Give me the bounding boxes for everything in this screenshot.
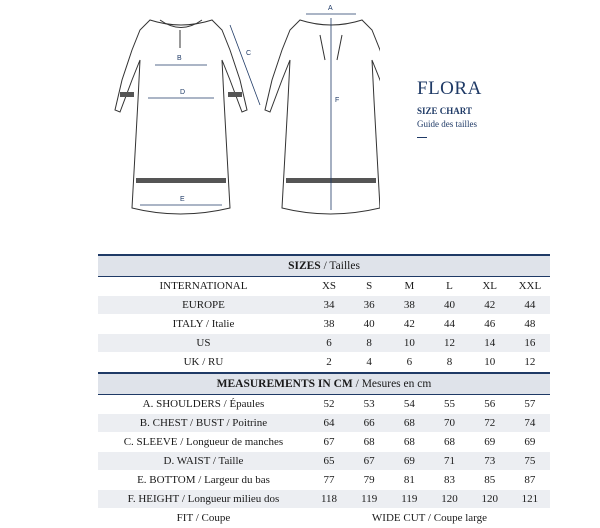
front-dress-outline [115,20,247,214]
table-cell: 8 [349,334,389,353]
table-cell: XS [309,277,349,296]
row-label: INTERNATIONAL [98,277,309,296]
table-cell: 65 [309,452,349,471]
table-cell: 8 [429,353,469,372]
table-cell: 69 [510,433,550,452]
sizes-header: SIZES / Tailles [98,255,550,277]
title-block [417,78,482,138]
table-cell: 12 [429,334,469,353]
table-cell: 40 [429,296,469,315]
size-chart-subtitle: SIZE CHART [417,106,472,116]
table-cell: 77 [309,471,349,490]
table-row [98,490,550,509]
table-cell: 14 [470,334,510,353]
sizes-table [98,254,550,372]
row-label: A. SHOULDERS / Épaules [98,395,309,414]
dress-drawing [80,0,380,235]
table-cell: 34 [309,296,349,315]
table-cell: 55 [429,395,469,414]
table-cell: XXL [510,277,550,296]
table-cell: 68 [349,433,389,452]
table-cell: M [389,277,429,296]
brand-title: FLORA [417,78,482,99]
table-cell: 10 [389,334,429,353]
table-cell: 120 [429,490,469,509]
table-row [98,334,550,353]
table-cell: 69 [470,433,510,452]
table-cell: 119 [349,490,389,509]
label-c: C [246,50,252,57]
table-cell: 70 [429,414,469,433]
table-row [98,452,550,471]
table-cell: 44 [429,315,469,334]
table-cell: 38 [309,315,349,334]
table-cell: 56 [470,395,510,414]
table-cell: 42 [470,296,510,315]
row-label: UK / RU [98,353,309,372]
label-f: F [335,97,340,104]
row-label: B. CHEST / BUST / Poitrine [98,414,309,433]
label-a: A [328,5,333,12]
table-cell: 81 [389,471,429,490]
table-cell: 40 [349,315,389,334]
row-label: ITALY / Italie [98,315,309,334]
table-cell: 71 [429,452,469,471]
table-cell: 83 [429,471,469,490]
measurements-table [98,372,550,528]
row-label: EUROPE [98,296,309,315]
table-cell: 69 [389,452,429,471]
row-label: D. WAIST / Taille [98,452,309,471]
table-cell: 4 [349,353,389,372]
fit-label: FIT / Coupe [98,509,309,528]
table-cell: 2 [309,353,349,372]
row-label: US [98,334,309,353]
measurements-header: MEASUREMENTS IN CM / Mesures en cm [98,373,550,395]
table-cell: 10 [470,353,510,372]
garment-sketch [80,0,380,235]
front-left-cuff [120,92,134,97]
table-cell: 66 [349,414,389,433]
size-chart-subtitle-fr: Guide des tailles [417,119,477,129]
table-row [98,433,550,452]
fit-value: WIDE CUT / Coupe large [309,509,550,528]
table-cell: 67 [309,433,349,452]
table-cell: 6 [389,353,429,372]
table-cell: 52 [309,395,349,414]
table-cell: 118 [309,490,349,509]
table-cell: 42 [389,315,429,334]
row-label: E. BOTTOM / Largeur du bas [98,471,309,490]
label-b: B [177,55,182,62]
table-cell: 16 [510,334,550,353]
table-cell: 79 [349,471,389,490]
table-cell: 73 [470,452,510,471]
table-cell: 54 [389,395,429,414]
fit-row [98,509,550,528]
table-cell: 74 [510,414,550,433]
front-hem-band [136,178,226,183]
table-cell: 87 [510,471,550,490]
table-cell: 121 [510,490,550,509]
table-cell: 68 [389,433,429,452]
row-label: C. SLEEVE / Longueur de manches [98,433,309,452]
label-d: D [180,89,186,96]
table-cell: S [349,277,389,296]
table-cell: 67 [349,452,389,471]
table-cell: 12 [510,353,550,372]
table-cell: XL [470,277,510,296]
label-e: E [180,196,185,203]
table-cell: 68 [429,433,469,452]
table-row [98,395,550,414]
row-label: F. HEIGHT / Longueur milieu dos [98,490,309,509]
table-row [98,353,550,372]
table-row [98,296,550,315]
table-cell: 64 [309,414,349,433]
table-cell: 48 [510,315,550,334]
table-cell: L [429,277,469,296]
table-row [98,471,550,490]
table-cell: 72 [470,414,510,433]
table-cell: 38 [389,296,429,315]
table-cell: 53 [349,395,389,414]
table-row [98,315,550,334]
table-cell: 44 [510,296,550,315]
table-cell: 46 [470,315,510,334]
table-cell: 75 [510,452,550,471]
front-right-cuff [228,92,242,97]
table-cell: 6 [309,334,349,353]
table-row [98,277,550,296]
table-row [98,414,550,433]
title-divider [417,137,427,138]
table-cell: 85 [470,471,510,490]
table-cell: 57 [510,395,550,414]
table-cell: 68 [389,414,429,433]
table-cell: 36 [349,296,389,315]
table-cell: 119 [389,490,429,509]
table-cell: 120 [470,490,510,509]
